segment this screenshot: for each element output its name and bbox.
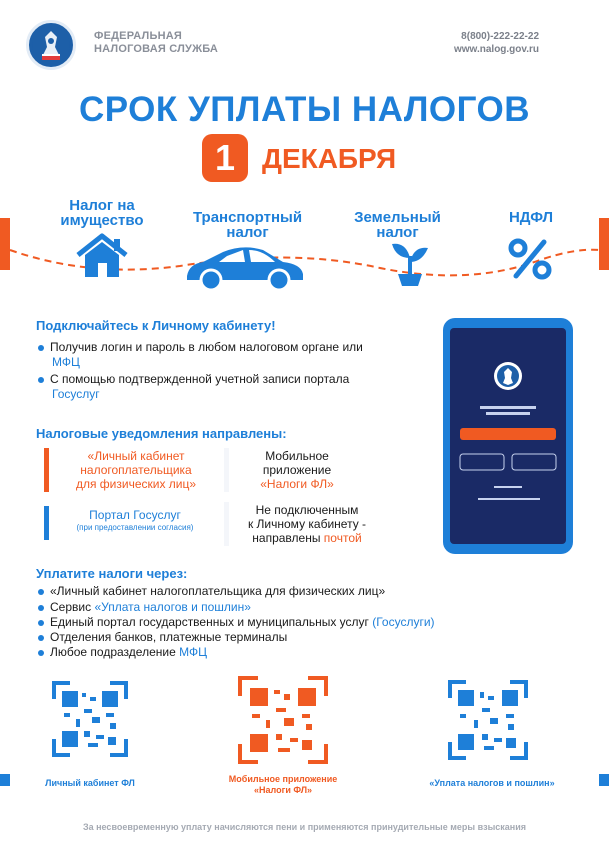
notice-personal-cabinet: «Личный кабинет налогоплательщика для физических лиц» [75, 449, 197, 491]
qr-code-tax-payment[interactable] [448, 680, 528, 760]
payment-item-1: «Личный кабинет налогоплательщика для физических лиц» [38, 584, 385, 599]
payment-item-5: Любое подразделение МФЦ [38, 645, 207, 660]
house-icon [74, 233, 130, 279]
qr-label-tax-payment: «Уплата налогов и пошлин» [429, 778, 555, 788]
notices-heading: Налоговые уведомления направлены: [36, 426, 287, 441]
contacts [454, 30, 539, 56]
qr-code-mobile-app[interactable] [238, 676, 328, 764]
agency-name: ФЕДЕРАЛЬНАЯ НАЛОГОВАЯ СЛУЖБА [94, 30, 219, 55]
notice-post: Не подключенным к Личному кабинету - направлены почтой [247, 503, 367, 545]
light-marker [224, 502, 229, 546]
bullet-dot [38, 377, 44, 383]
qr-label-mobile-app: Мобильное приложение «Налоги ФЛ» [228, 774, 338, 795]
notice-gosuslugi: Портал Госуслуг (при предоставлении согласия) [76, 508, 194, 532]
light-marker [224, 448, 229, 492]
orange-marker [44, 448, 49, 492]
car-icon [183, 242, 308, 292]
left-footer-bar [0, 774, 10, 786]
cabinet-bullet-1: Получив логин и пароль в любом налоговом органе или МФЦ [38, 340, 416, 370]
sprout-icon [388, 238, 432, 288]
notice-mobile-app: Мобильное приложение «Налоги ФЛ» [260, 449, 334, 491]
tax-land-label: Земельный налог [354, 209, 441, 241]
gosuslugi-link[interactable]: Госуслуг [52, 387, 100, 401]
website-link[interactable]: www.nalog.gov.ru [454, 44, 539, 55]
deadline-day: 1 [202, 134, 248, 182]
phone-screen [450, 328, 566, 544]
payment-heading: Уплатите налоги через: [36, 566, 188, 581]
tax-transport-label: Транспортный налог [192, 209, 303, 241]
bullet-dot [38, 345, 44, 351]
page-title: СРОК УПЛАТЫ НАЛОГОВ [79, 90, 530, 129]
phone-number[interactable]: 8(800)-222-22-22 [461, 31, 539, 42]
tax-property-label: Налог на имущество [60, 197, 144, 229]
qr-code-personal-cabinet[interactable] [52, 681, 128, 757]
phone-mockup [443, 318, 573, 554]
payment-item-2: Сервис «Уплата налогов и пошлин» [38, 600, 251, 615]
payment-item-3: Единый портал государственных и муниципальных услуг (Госуслуги) [38, 615, 435, 630]
right-footer-bar [599, 774, 609, 786]
payment-item-4: Отделения банков, платежные терминалы [38, 630, 287, 645]
percent-icon [508, 238, 552, 280]
cabinet-heading: Подключайтесь к Личному кабинету! [36, 318, 276, 333]
qr-label-personal-cabinet: Личный кабинет ФЛ [45, 778, 135, 788]
blue-marker [44, 506, 49, 540]
cabinet-bullet-2: С помощью подтвержденной учетной записи портала Госуслуг [38, 372, 416, 402]
fns-emblem-logo [26, 20, 76, 70]
footer-warning: За несвоевременную уплату начисляются пени и применяются принудительные меры взыскания [82, 822, 527, 832]
deadline-month: ДЕКАБРЯ [262, 143, 397, 174]
mfc-link[interactable]: МФЦ [52, 355, 80, 369]
tax-ndfl-label: НДФЛ [508, 209, 554, 226]
